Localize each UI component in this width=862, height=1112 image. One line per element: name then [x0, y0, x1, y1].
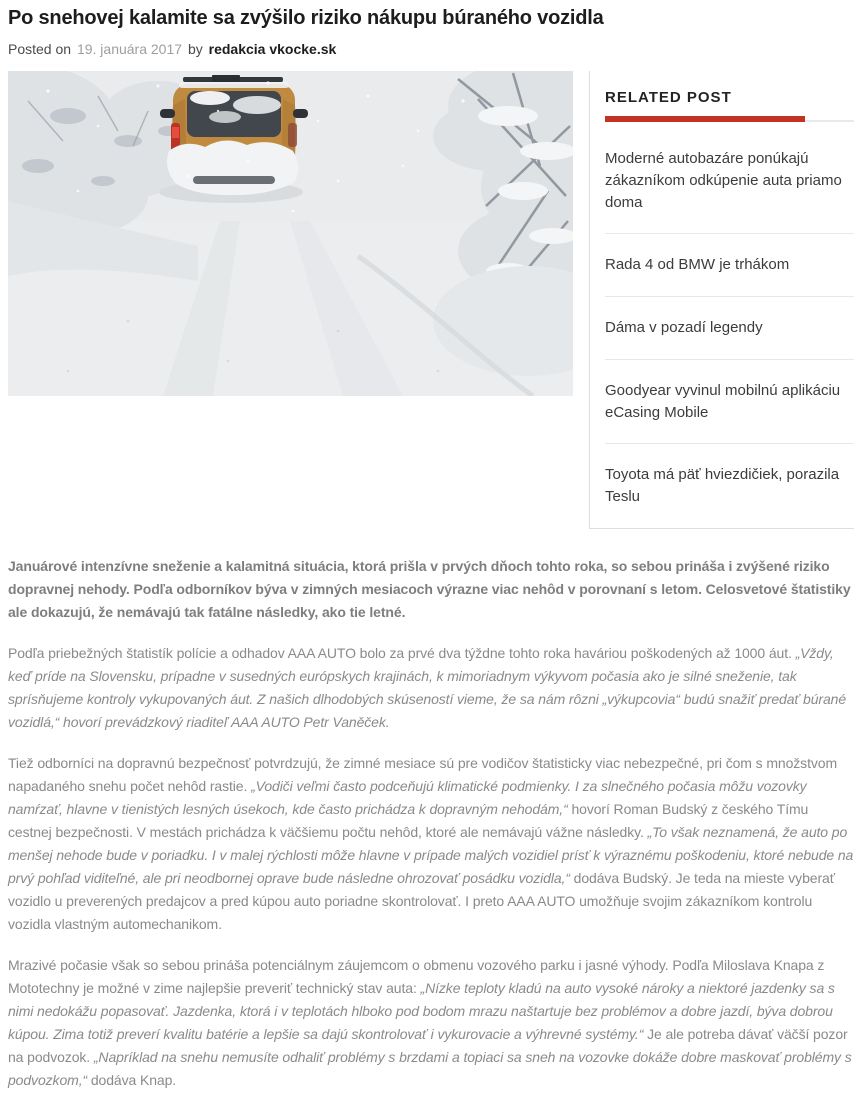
quote-text: „Vodiči veľmi často podceňujú klimatické podmienky. I za slnečného počasia môžu vozovky namŕzať, hlavne v tienistých lesných úsekoch, kde často prichádza k dopravným nehodám,“	[8, 777, 807, 817]
quote-text: „Vždy, keď príde na Slovensku, prípadne v susedných európskych krajinách, k mimoriadnym výkyvom počasia ako je silné sneženie, tak sprísňujeme kontroly vykupovaných áut. Z našich dlhodobých skúseností vieme, že sa nám rôzni „výkupcovia“ budú snažiť predať búrané vozidlá,“ hovorí prevádzkový riaditeľ AAA AUTO Petr Vaněček.	[8, 644, 847, 730]
paragraph-text: Podľa priebežných štatistík polície a odhadov AAA AUTO bolo za prvé dva týždne tohto roka haváriou poškodených až 1000 áut.	[8, 644, 796, 661]
quote-text: „Nízke teploty kladú na auto vysoké nároky a niektoré jazdenky sa s nimi nedokážu popasovať. Jazdenka, ktorá i v teplotách hlboko pod bodom mrazu naštartuje bez problémov a dobre jazdí, býva dobrou kúpou. Zima totiž preverí kvalitu batérie a lepšie sa dajú skontrolovať i vykurovacie a výhrevné systémy.“	[8, 979, 835, 1042]
paragraph-text: dodáva Budský. Je teda na mieste vyberať vozidlo u preverených predajcov a pred kúpou auto poriadne skontrolovať. I preto AAA AUTO umožňuje svojim zákazníkom kontrolu vozidla vlastným automechanikom.	[8, 869, 835, 932]
related-post-item[interactable]: Goodyear vyvinul mobilnú aplikáciu eCasing Mobile	[605, 359, 854, 444]
post-date-link[interactable]: 19. januára 2017	[76, 41, 183, 57]
author-link[interactable]: redakcia vkocke.sk	[208, 41, 337, 57]
quote-text: „Napríklad na snehu nemusíte odhaliť problémy s brzdami a topiaci sa sneh na vozovke dokáže dobre maskovať problémy s podvozkom,“	[8, 1048, 852, 1088]
related-posts-sidebar	[589, 71, 854, 529]
quote-text: „To však neznamená, že auto po menšej nehode bude v poriadku. I v malej rýchlosti môže hlavne v prípade malých vozidiel prísť k výraznému poškodeniu, ktoré nebude na prvý pohľad viditeľné, ale pri neodbornej oprave bude následne ohrozovať posádku vozidla,“	[8, 823, 854, 886]
intro-paragraph: Januárové intenzívne sneženie a kalamitná situácia, ktorá prišla v prvých dňoch tohto roka, so sebou prináša i zvýšené riziko dopravnej nehody. Podľa odborníkov býva v zimných mesiacoch výrazne viac nehôd v porovnaní s letom. Celosvetové štatistiky ale dokazujú, že nemávajú tak fatálne následky, ako tie letné.	[8, 557, 851, 620]
heading-underline	[605, 116, 854, 122]
byline	[8, 41, 854, 57]
related-post-item[interactable]: Toyota má päť hviezdičiek, porazila Teslu	[605, 443, 854, 528]
snowy-road-taxi-photo	[8, 71, 573, 396]
by-label: by	[187, 41, 203, 57]
posted-on-label: Posted on	[8, 41, 72, 57]
related-post-item[interactable]: Rada 4 od BMW je trhákom	[605, 233, 854, 296]
paragraph-text: Mrazivé počasie však so sebou prináša potenciálnym záujemcom o obmenu vozového parku i jasné výhody. Podľa Miloslava Knapa z Mototechny je možné v zime najlepšie preveriť technický stav auta:	[8, 956, 825, 996]
paragraph-text: Tiež odborníci na dopravnú bezpečnosť potvrdzujú, že zimné mesiace sú pre vodičov štatisticky viac nebezpečné, pri čom s množstvom napadaného snehu počet nehôd rastie.	[8, 754, 838, 794]
paragraph-text: dodáva Knap.	[90, 1071, 177, 1088]
heading-accent-bar	[605, 116, 805, 122]
article-body	[8, 555, 854, 1092]
article-paragraphs	[8, 642, 854, 1092]
article-paragraph	[8, 642, 854, 734]
related-post-heading: RELATED POST	[605, 89, 732, 106]
heading-rule	[805, 120, 854, 122]
article-hero-image	[8, 71, 573, 396]
content-row	[8, 71, 854, 529]
related-post-item[interactable]: Dáma v pozadí legendy	[605, 296, 854, 359]
article-paragraph	[8, 954, 854, 1092]
paragraph-text: hovorí Roman Budský z českého Tímu cestnej bezpečnosti. V mestách prichádza k väčšiemu počtu nehôd, ktoré ale nemávajú vážne následky.	[8, 800, 809, 840]
related-post-item[interactable]: Moderné autobazáre ponúkajú zákazníkom odkúpenie auta priamo doma	[605, 150, 842, 211]
article-paragraph	[8, 752, 854, 936]
paragraph-text: Je ale potreba dávať väčší pozor na podvozok.	[8, 1025, 848, 1065]
page-title: Po snehovej kalamite sa zvýšilo riziko nákupu búraného vozidla	[8, 7, 604, 29]
related-posts-list	[605, 128, 854, 528]
